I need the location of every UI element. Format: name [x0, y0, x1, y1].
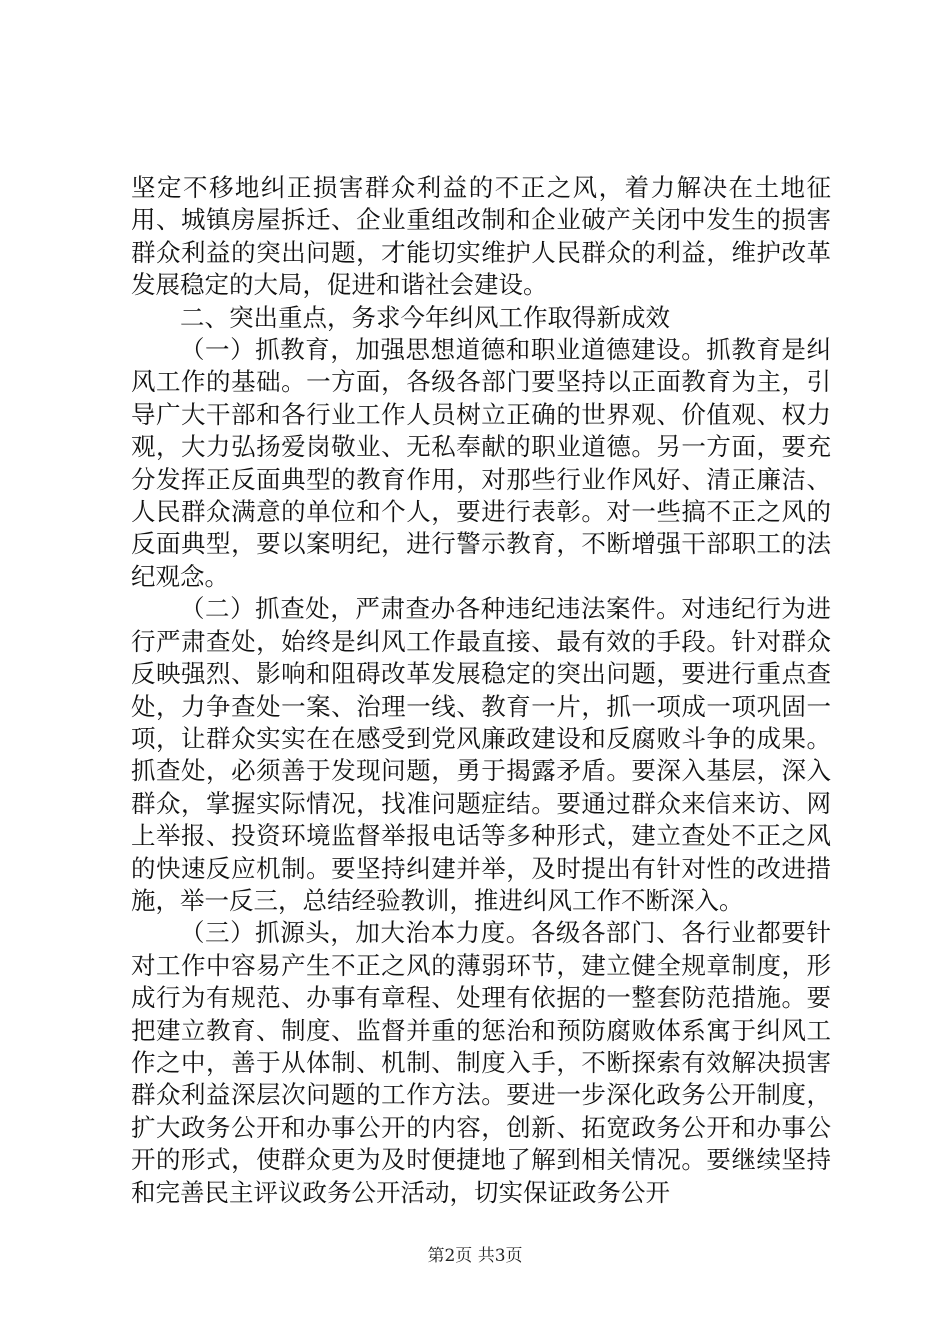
section-heading: 二、突出重点，务求今年纠风工作取得新成效 [180, 302, 670, 332]
document-body [131, 172, 831, 1209]
paragraph-source: （三）抓源头，加大治本力度。各级各部门、各行业都要针对工作中容易产生不正之风的薄弱环节，建立健全规章制度，形成行为有规范、办事有章程、处理有依据的一整套防范措施。要把建立教育、制度、监督并重的惩治和预防腐败体系寓于纠风工作之中，善于从体制、机制、制度入手，不断探索有效解决损害群众利益深层次问题的工作方法。要进一步深化政务公开制度，扩大政务公开和办事公开的内容，创新、拓宽政务公开和办事公开的形式，使群众更为及时便捷地了解到相关情况。要继续坚持和完善民主评议政务公开活动，切实保证政务公开 [131, 918, 831, 1207]
paragraph-investigation: （二）抓查处，严肃查办各种违纪违法案件。对违纪行为进行严肃查处，始终是纠风工作最直接、最有效的手段。针对群众反映强烈、影响和阻碍改革发展稳定的突出问题，要进行重点查处，力争查处一案、治理一线、教育一片，抓一项成一项巩固一项，让群众实实在在感受到党风廉政建设和反腐败斗争的成果。抓查处，必须善于发现问题，勇于揭露矛盾。要深入基层，深入群众，掌握实际情况，找准问题症结。要通过群众来信来访、网上举报、投资环境监督举报电话等多种形式，建立查处不正之风的快速反应机制。要坚持纠建并举，及时提出有针对性的改进措施，举一反三，总结经验教训，推进纠风工作不断深入。 [131, 594, 831, 915]
page-footer: 第2页 共3页 [427, 1246, 523, 1266]
paragraph-education: （一）抓教育，加强思想道德和职业道德建设。抓教育是纠风工作的基础。一方面，各级各部门要坚持以正面教育为主，引导广大干部和各行业工作人员树立正确的世界观、价值观、权力观，大力弘扬爱岗敬业、无私奉献的职业道德。另一方面，要充分发挥正反面典型的教育作用，对那些行业作风好、清正廉洁、人民群众满意的单位和个人，要进行表彰。对一些搞不正之风的反面典型，要以案明纪，进行警示教育，不断增强干部职工的法纪观念。 [131, 335, 831, 591]
paragraph-continuation: 坚定不移地纠正损害群众利益的不正之风，着力解决在土地征用、城镇房屋拆迁、企业重组改制和企业破产关闭中发生的损害群众利益的突出问题，才能切实维护人民群众的利益，维护改革发展稳定的大局，促进和谐社会建设。 [131, 173, 831, 300]
